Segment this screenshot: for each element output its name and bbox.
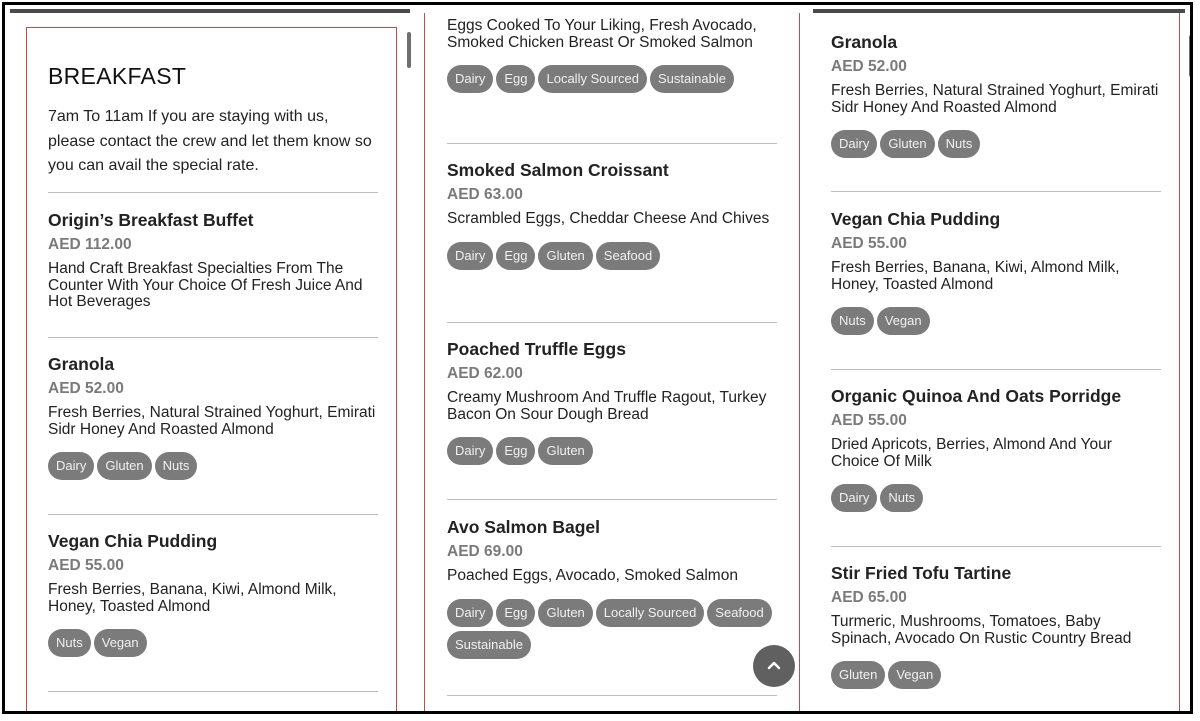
item-description: Fresh Berries, Banana, Kiwi, Almond Milk, Honey, Toasted Almond <box>831 259 1120 293</box>
tag-dairy: Dairy <box>831 130 877 158</box>
item-price: AED 55.00 <box>48 557 124 574</box>
tag-vegan: Vegan <box>888 661 941 689</box>
tag-gluten: Gluten <box>880 130 934 158</box>
item-price: AED 69.00 <box>447 543 523 560</box>
item-name: Granola <box>831 32 898 52</box>
tag-sustainable: Sustainable <box>650 65 734 93</box>
item-name: Origin’s Breakfast Buffet <box>48 210 254 230</box>
separator <box>831 369 1161 370</box>
item-description: Poached Eggs, Avocado, Smoked Salmon <box>447 567 738 584</box>
tag-locally-sourced: Locally Sourced <box>596 599 705 627</box>
column-divider <box>424 13 425 714</box>
tag-seafood: Seafood <box>707 599 771 627</box>
menu-item[interactable] <box>447 338 777 465</box>
tag-list <box>831 484 1161 512</box>
item-description: Eggs Cooked To Your Liking, Fresh Avocado, Smoked Chicken Breast Or Smoked Salmon <box>447 17 757 51</box>
menu-item[interactable] <box>831 208 1161 335</box>
tag-gluten: Gluten <box>831 661 885 689</box>
tag-list <box>447 599 777 659</box>
tag-gluten: Gluten <box>97 452 151 480</box>
menu-item[interactable] <box>831 31 1161 158</box>
item-price: AED 52.00 <box>48 380 124 397</box>
item-description: Fresh Berries, Banana, Kiwi, Almond Milk, Honey, Toasted Almond <box>48 581 337 615</box>
item-description: Dried Apricots, Berries, Almond And Your Choice Of Milk <box>831 436 1112 470</box>
tag-list <box>48 629 378 657</box>
tag-egg: Egg <box>496 65 535 93</box>
tag-list <box>831 307 1161 335</box>
tag-vegan: Vegan <box>877 307 930 335</box>
tag-egg: Egg <box>496 437 535 465</box>
separator <box>48 691 378 692</box>
tag-dairy: Dairy <box>447 599 493 627</box>
item-description: Fresh Berries, Natural Strained Yoghurt, Emirati Sidr Honey And Roasted Almond <box>831 82 1159 116</box>
separator <box>48 192 378 193</box>
tag-locally-sourced: Locally Sourced <box>538 65 647 93</box>
tag-nuts: Nuts <box>938 130 981 158</box>
tag-gluten: Gluten <box>538 437 592 465</box>
separator <box>447 499 777 500</box>
item-name: Granola <box>48 354 115 374</box>
section-title: BREAKFAST <box>48 63 187 89</box>
menu-item[interactable] <box>48 209 378 311</box>
item-description: Turmeric, Mushrooms, Tomatoes, Baby Spinach, Avocado On Rustic Country Bread <box>831 613 1132 647</box>
separator <box>447 143 777 144</box>
tag-vegan: Vegan <box>94 629 147 657</box>
tag-egg: Egg <box>496 599 535 627</box>
separator <box>447 695 777 696</box>
separator <box>48 514 378 515</box>
separator <box>831 546 1161 547</box>
tag-nuts: Nuts <box>831 307 874 335</box>
column-divider <box>1179 13 1180 714</box>
screenshot-frame <box>2 2 1193 714</box>
tag-gluten: Gluten <box>538 599 592 627</box>
item-name: Poached Truffle Eggs <box>447 339 626 359</box>
tag-list <box>831 130 1161 158</box>
tag-gluten: Gluten <box>538 242 592 270</box>
tag-sustainable: Sustainable <box>447 631 531 659</box>
tag-nuts: Nuts <box>155 452 198 480</box>
tag-egg: Egg <box>496 242 535 270</box>
menu-item[interactable] <box>447 159 777 270</box>
tag-nuts: Nuts <box>880 484 923 512</box>
tag-list <box>447 242 777 270</box>
menu-item[interactable] <box>447 516 777 659</box>
scroll-to-top-button[interactable] <box>753 645 795 687</box>
item-description: Scrambled Eggs, Cheddar Cheese And Chives <box>447 210 770 227</box>
separator <box>447 322 777 323</box>
separator <box>831 191 1161 192</box>
item-price: AED 112.00 <box>48 236 132 253</box>
item-description: Creamy Mushroom And Truffle Ragout, Turkey Bacon On Sour Dough Bread <box>447 389 767 423</box>
scrollbar-thumb[interactable] <box>1189 35 1193 77</box>
tag-list <box>447 437 777 465</box>
tag-list <box>447 65 777 93</box>
menu-item[interactable] <box>48 530 378 657</box>
separator <box>48 337 378 338</box>
item-price: AED 63.00 <box>447 186 523 203</box>
item-description: Hand Craft Breakfast Specialties From The Counter With Your Choice Of Fresh Juice And Hot Beverages <box>48 260 363 310</box>
item-name: Organic Quinoa And Oats Porridge <box>831 386 1122 406</box>
chevron-up-icon <box>767 657 781 675</box>
section-intro: 7am To 11am If you are staying with us, please contact the crew and let them know so you can avail the special rate. <box>48 108 372 174</box>
top-bar <box>10 9 410 13</box>
item-name: Avo Salmon Bagel <box>447 517 600 537</box>
item-description: Fresh Berries, Natural Strained Yoghurt, Emirati Sidr Honey And Roasted Almond <box>48 404 376 438</box>
tag-dairy: Dairy <box>447 65 493 93</box>
item-price: AED 65.00 <box>831 589 907 606</box>
item-name: Vegan Chia Pudding <box>831 209 1001 229</box>
top-bar <box>813 9 1185 13</box>
tag-dairy: Dairy <box>48 452 94 480</box>
tag-nuts: Nuts <box>48 629 91 657</box>
item-price: AED 55.00 <box>831 412 907 429</box>
tag-dairy: Dairy <box>447 437 493 465</box>
menu-item[interactable] <box>831 562 1161 689</box>
item-name: Smoked Salmon Croissant <box>447 160 669 180</box>
item-price: AED 55.00 <box>831 235 907 252</box>
tag-seafood: Seafood <box>596 242 660 270</box>
menu-item[interactable] <box>48 353 378 480</box>
item-name: Stir Fried Tofu Tartine <box>831 563 1012 583</box>
item-price: AED 52.00 <box>831 58 907 75</box>
tag-list <box>831 661 1161 689</box>
item-name: Vegan Chia Pudding <box>48 531 218 551</box>
item-price: AED 62.00 <box>447 365 523 382</box>
tag-dairy: Dairy <box>447 242 493 270</box>
menu-item-partial[interactable] <box>447 18 777 93</box>
column-divider <box>799 13 800 714</box>
menu-item[interactable] <box>831 385 1161 512</box>
tag-list <box>48 452 378 480</box>
scrollbar-thumb[interactable] <box>407 32 411 68</box>
tag-dairy: Dairy <box>831 484 877 512</box>
